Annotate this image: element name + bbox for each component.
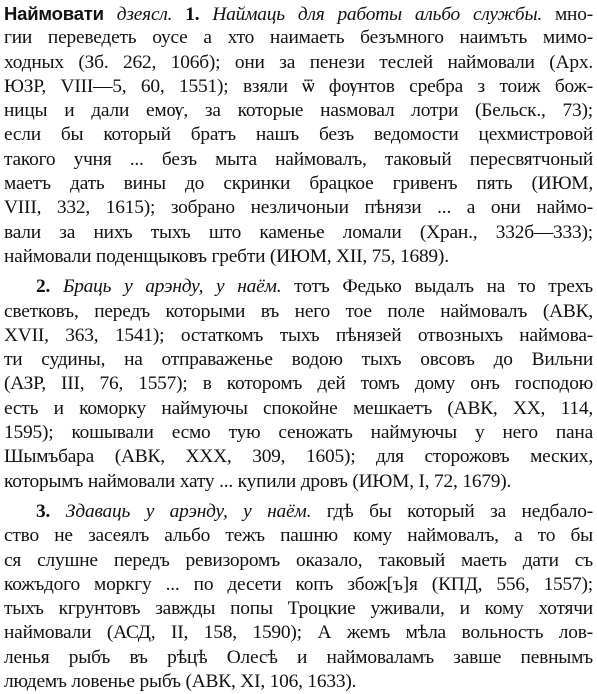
text-line: ся слушне передъ ревизоромъ оказало, таковый маеть дати съ xyxy=(4,549,593,571)
sense-1-continued xyxy=(4,26,593,269)
sense-number: 2. xyxy=(36,276,51,298)
text-line: такого учня ... безъ мыта наймовалъ, таковый пересвятчоный xyxy=(4,148,593,170)
text-line: есть и коморку наймуючы спокойне мешкаетъ (АВК, XX, 114, xyxy=(4,397,593,419)
text-line: людемъ ловенье рыбъ (АВК, XI, 106, 1633). xyxy=(4,671,357,693)
text-line: ходных (Зб. 262, 106б); они за пенези теслей наймовали (Арх. xyxy=(4,51,593,73)
text-line: ство не засеялъ альбо тежъ пашню кому наймовалъ, а то бы xyxy=(4,525,593,547)
sense-gloss: Здаваць у арэнду, у наём. xyxy=(65,500,312,522)
text-line: которымъ наймовали хату ... купили дровъ (ИЮМ, I, 72, 1679). xyxy=(4,470,512,492)
sense-2 xyxy=(4,275,593,494)
text-line: XVII, 363, 1541); остаткомъ тыхъ пѣнязей отвозныхъ наймова- xyxy=(4,324,593,346)
text-line: Шымъбара (АВК, XXX, 309, 1605); для сторожовъ меских, xyxy=(4,446,593,468)
dictionary-entry xyxy=(4,2,593,694)
text-line: вали за нихъ тыхъ што каменье ломали (Хран., 332б—333); xyxy=(4,221,593,243)
text-line: 3. Здаваць у арэнду, у наём. гдѣ бы который за недбало- xyxy=(36,500,593,522)
text-line: кожъдого моркгу ... по десети копъ збож[ъ]я (КПД, 556, 1557); xyxy=(4,573,593,595)
text-line: наймовали (АСД, II, 158, 1590); А жемъ мѣла вольность лов- xyxy=(4,622,593,644)
sense-number: 1. xyxy=(185,4,200,25)
sense-1 xyxy=(4,2,593,26)
text-line: гии переведеть оусе а хто наимаеть безъмного наимъть мимо- xyxy=(4,27,593,49)
text-line: 1595); кошывали есмо тую сеножать наймуючы у него пана xyxy=(4,422,593,444)
text-line: наймовали поденщыковъ гребти (ИЮМ, XII, 75, 1689). xyxy=(4,245,449,267)
sense-gloss: Наймаць для работы альбо службы. xyxy=(212,4,543,25)
text-line xyxy=(4,2,593,26)
part-of-speech: дзеясл. xyxy=(116,4,173,25)
text-line: VIII, 332, 1615); зобрано незличоныи пѣнязи ... а они наймо- xyxy=(4,197,593,219)
headword: Наймовати xyxy=(4,3,104,24)
text-line: (АЗР, III, 76, 1557); в которомъ дей томъ дому онъ господою xyxy=(4,373,593,395)
text-line: ленья рыбъ въ рѣцѣ Олесѣ и наймоваламъ завше певнымъ xyxy=(4,646,593,668)
text-line: если бы который братъ нашъ безъ ведомости цехмистровой xyxy=(4,124,593,146)
text-line: маетъ дать вины до скринки брацкое гривенъ пять (ИЮМ, xyxy=(4,173,593,195)
sense-3 xyxy=(4,500,593,694)
sense-gloss: Браць у арэнду, у наём. xyxy=(62,276,282,298)
text-line: ЮЗР, VIII—5, 60, 1551); взяли ѿ фѹнтов сребра з тоиж бож- xyxy=(4,75,593,97)
text-line: светковъ, передъ которыми въ него тое поле наймовалъ (АВК, xyxy=(4,300,593,322)
text-line: ти судины, на отправаженье водою тыхъ овсовъ до Вильни xyxy=(4,349,593,371)
text-line: тыхъ кгрунтовъ завжды попы Троцкие уживали, и кому хотячи xyxy=(4,598,593,620)
text-line: ницы и дали емѹ, за которые наѕмовал лотри (Бельск., 73); xyxy=(4,100,593,122)
sense-number: 3. xyxy=(36,500,51,522)
text-line: 2. Браць у арэнду, у наём. тотъ Федько выдалъ на то трехъ xyxy=(36,276,593,298)
sense-text: мно- xyxy=(554,4,593,25)
